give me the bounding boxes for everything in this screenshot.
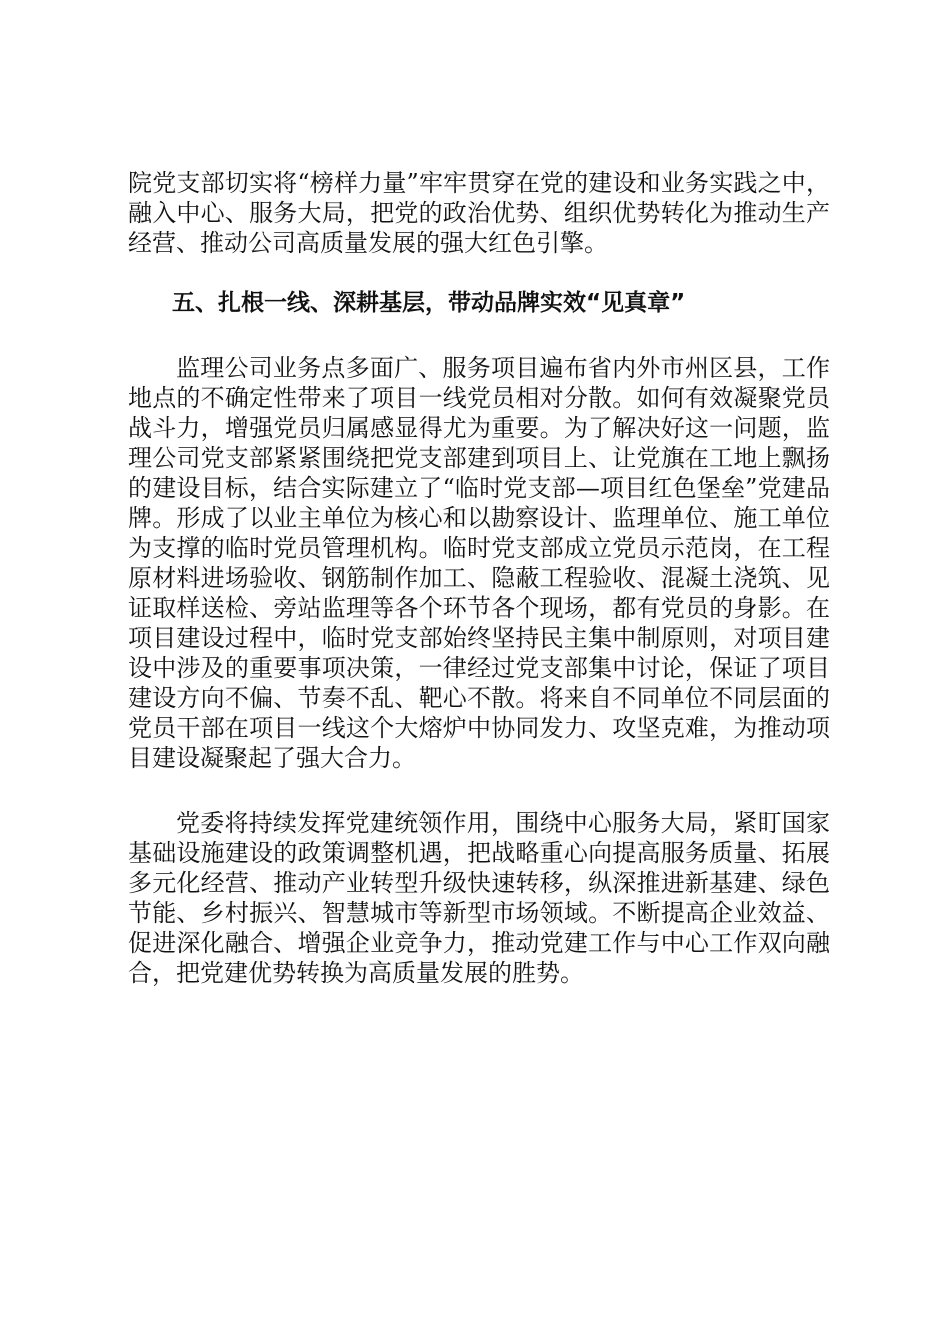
- paragraph-spacer: [128, 773, 830, 808]
- body-paragraph: 监理公司业务点多面广、服务项目遍布省内外市州区县，工作地点的不确定性带来了项目一线党员相对分散。如何有效凝聚党员战斗力，增强党员归属感显得尤为重要。为了解决好这一问题，监理公司党支部紧紧围绕把党支部建到项目上、让党旗在工地上飘扬的建设目标，结合实际建立了“临时党支部—项目红色堡垒”党建品牌。形成了以业主单位为核心和以勘察设计、监理单位、施工单位为支撑的临时党员管理机构。临时党支部成立党员示范岗，在工程原材料进场验收、钢筋制作加工、隐蔽工程验收、混凝土浇筑、见证取样送检、旁站监理等各个环节各个现场，都有党员的身影。在项目建设过程中，临时党支部始终坚持民主集中制原则，对项目建设中涉及的重要事项决策，一律经过党支部集中讨论，保证了项目建设方向不偏、节奏不乱、靶心不散。将来自不同单位不同层面的党员干部在项目一线这个大熔炉中协同发力、攻坚克难，为推动项目建设凝聚起了强大合力。: [128, 354, 830, 772]
- body-paragraph: 党委将持续发挥党建统领作用，围绕中心服务大局，紧盯国家基础设施建设的政策调整机遇，把战略重心向提高服务质量、拓展多元化经营、推动产业转型升级快速转移，纵深推进新基建、绿色节能、乡村振兴、智慧城市等新型市场领域。不断提高企业效益、促进深化融合、增强企业竞争力，推动党建工作与中心工作双向融合，把党建优势转换为高质量发展的胜势。: [128, 809, 830, 987]
- paragraph-spacer: [128, 318, 830, 353]
- paragraph-spacer: [128, 258, 830, 288]
- paragraph-continuation: 院党支部切实将“榜样力量”牢牢贯穿在党的建设和业务实践之中，融入中心、服务大局，把党的政治优势、组织优势转化为推动生产经营、推动公司高质量发展的强大红色引擎。: [128, 169, 830, 257]
- document-body: [128, 168, 830, 988]
- section-heading: 五、扎根一线、深耕基层，带动品牌实效“见真章”: [172, 290, 686, 316]
